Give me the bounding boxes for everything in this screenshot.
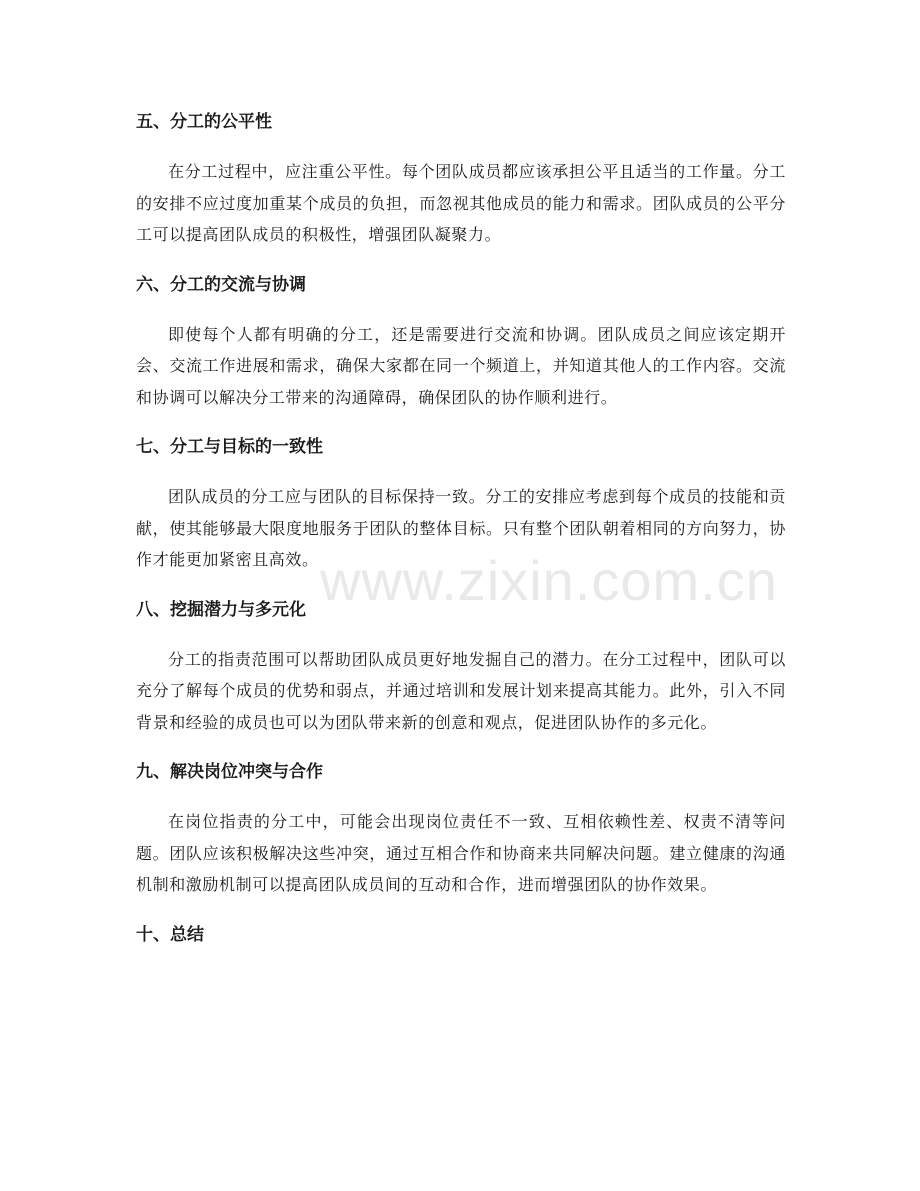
section-heading: 六、分工的交流与协调	[136, 274, 306, 295]
section-6	[136, 267, 786, 414]
section-heading: 八、挖掘潜力与多元化	[136, 599, 306, 620]
section-paragraph: 在岗位指责的分工中，可能会出现岗位责任不一致、互相依赖性差、权责不清等问题。团队应该积极解决这些冲突，通过互相合作和协商来共同解决问题。建立健康的沟通机制和激励机制可以提高团队成员间的互动和合作，进而增强团队的协作效果。	[136, 812, 786, 894]
section-8	[136, 592, 786, 739]
section-heading: 九、解决岗位冲突与合作	[136, 762, 323, 782]
section-paragraph: 在分工过程中，应注重公平性。每个团队成员都应该承担公平且适当的工作量。分工的安排不应过度加重某个成员的负担，而忽视其他成员的能力和需求。团队成员的公平分工可以提高团队成员的积极性，增强团队凝聚力。	[136, 162, 786, 244]
section-9	[136, 754, 786, 901]
watermark: www.zixin.com.cn	[320, 549, 778, 612]
section-10	[136, 917, 786, 953]
section-7	[136, 429, 786, 576]
section-5	[136, 104, 786, 251]
section-paragraph: 分工的指责范围可以帮助团队成员更好地发掘自己的潜力。在分工过程中，团队可以充分了解每个成员的优势和弱点，并通过培训和发展计划来提高其能力。此外，引入不同背景和经验的成员也可以为团队带来新的创意和观点，促进团队协作的多元化。	[136, 649, 786, 732]
section-heading: 七、分工与目标的一致性	[136, 437, 323, 457]
document-body	[136, 104, 786, 953]
section-heading: 十、总结	[136, 924, 204, 945]
section-heading: 五、分工的公平性	[136, 112, 272, 132]
section-paragraph: 团队成员的分工应与团队的目标保持一致。分工的安排应考虑到每个成员的技能和贡献，使其能够最大限度地服务于团队的整体目标。只有整个团队朝着相同的方向努力，协作才能更加紧密且高效。	[136, 487, 786, 569]
section-paragraph: 即使每个人都有明确的分工，还是需要进行交流和协调。团队成员之间应该定期开会、交流工作进展和需求，确保大家都在同一个频道上，并知道其他人的工作内容。交流和协调可以解决分工带来的沟通障碍，确保团队的协作顺利进行。	[136, 324, 786, 407]
